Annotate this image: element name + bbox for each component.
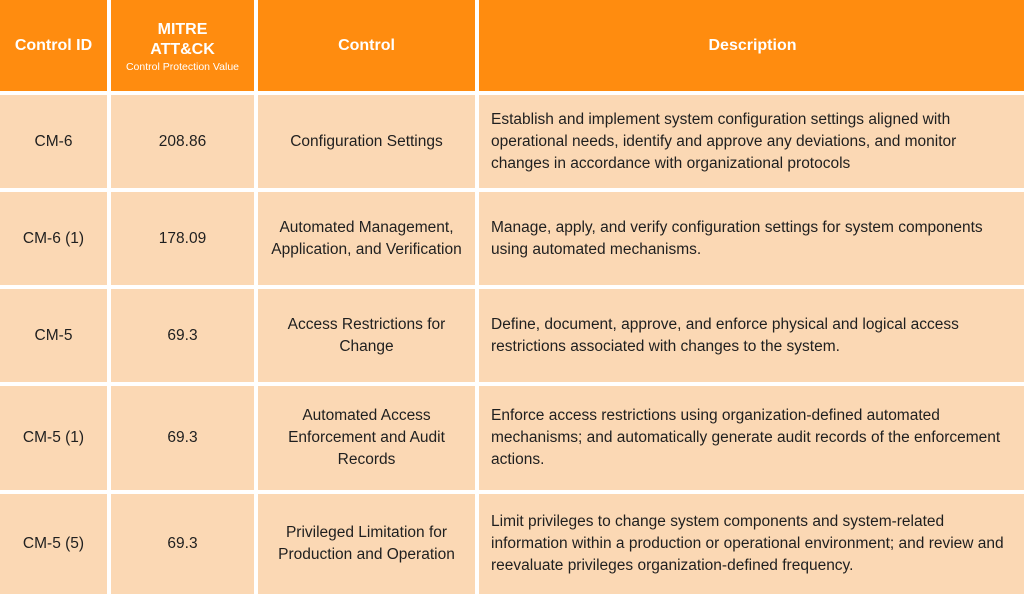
row-3-description: Define, document, approve, and enforce physical and logical access restrictions associated with changes to the system. [479,289,1024,382]
row-4-control-name: Automated Access Enforcement and Audit Records [258,386,475,490]
row-3-control-name: Access Restrictions for Change [258,289,475,382]
row-1-protection-value: 208.86 [111,95,254,188]
row-1-control-id: CM-6 [0,95,107,188]
row-4-control-id: CM-5 (1) [0,386,107,490]
row-2-control-id: CM-6 (1) [0,192,107,285]
row-5-description: Limit privileges to change system components and system-related information within a production or operational environment; and review and reevaluate privileges organization-defined frequency. [479,494,1024,594]
header-mitre [111,0,254,91]
row-5-control-name: Privileged Limitation for Production and Operation [258,494,475,594]
header-mitre-line2: ATT&CK [150,40,215,58]
header-control: Control [258,0,475,91]
row-3-control-id: CM-5 [0,289,107,382]
row-2-control-name: Automated Management, Application, and Verification [258,192,475,285]
row-5-protection-value: 69.3 [111,494,254,594]
row-1-control-name: Configuration Settings [258,95,475,188]
row-1-description: Establish and implement system configuration settings aligned with operational needs, identify and approve any deviations, and monitor changes in accordance with organizational protocols [479,95,1024,188]
row-3-protection-value: 69.3 [111,289,254,382]
row-4-description: Enforce access restrictions using organization-defined automated mechanisms; and automatically generate audit records of the enforcement actions. [479,386,1024,490]
row-2-description: Manage, apply, and verify configuration settings for system components using automated mechanisms. [479,192,1024,285]
header-control-id: Control ID [0,0,107,91]
row-2-protection-value: 178.09 [111,192,254,285]
header-mitre-subtitle: Control Protection Value [125,60,240,73]
header-mitre-line1: MITRE [157,20,208,38]
row-4-protection-value: 69.3 [111,386,254,490]
row-5-control-id: CM-5 (5) [0,494,107,594]
header-description: Description [479,0,1024,91]
